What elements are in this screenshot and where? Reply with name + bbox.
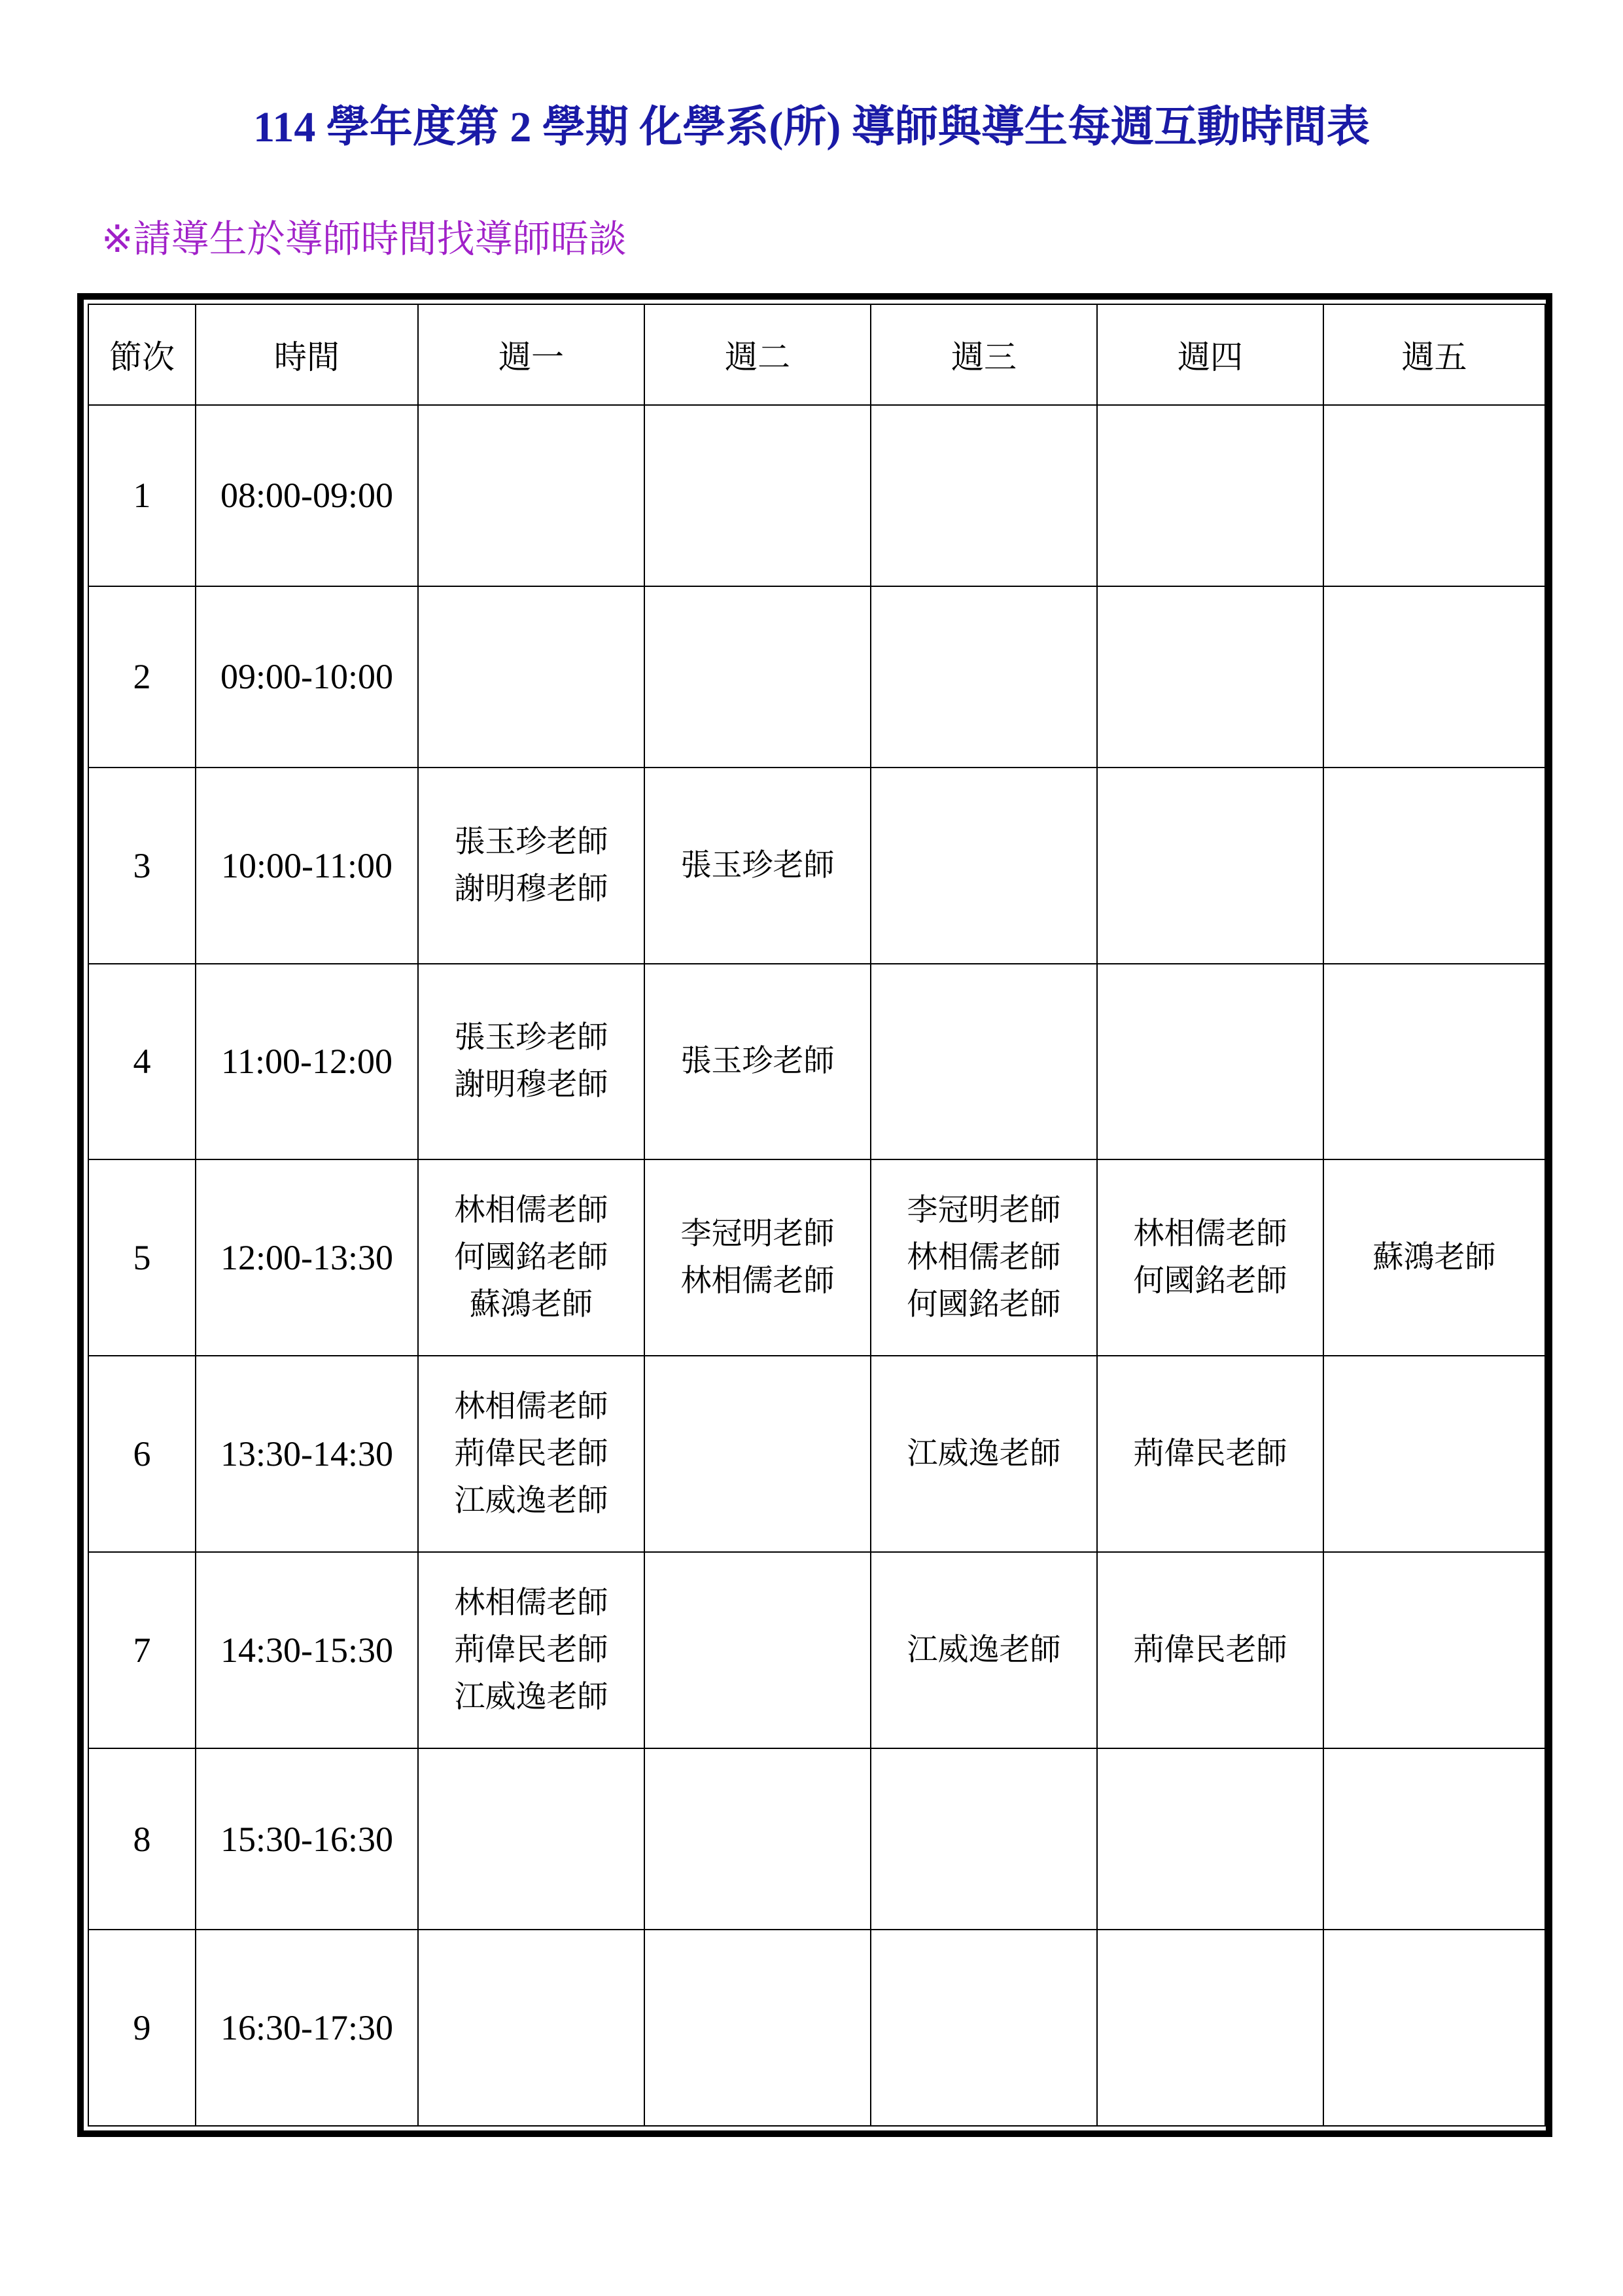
notice-text: ※請導生於導師時間找導師晤談 bbox=[101, 217, 627, 261]
slot-friday bbox=[1323, 586, 1545, 768]
period-number: 8 bbox=[88, 1748, 196, 1930]
period-number: 1 bbox=[88, 405, 196, 586]
slot-thursday bbox=[1097, 1356, 1323, 1552]
slot-tuesday bbox=[644, 1552, 871, 1748]
teacher-name: 何國銘老師 bbox=[454, 1239, 608, 1276]
teacher-name: 林相儒老師 bbox=[454, 1585, 608, 1621]
teacher-name: 林相儒老師 bbox=[1133, 1216, 1287, 1252]
slot-monday bbox=[418, 1552, 644, 1748]
header-period: 節次 bbox=[88, 304, 196, 405]
teacher-name: 林相儒老師 bbox=[454, 1192, 608, 1229]
teacher-name: 林相儒老師 bbox=[907, 1239, 1061, 1276]
period-time: 13:30-14:30 bbox=[196, 1356, 418, 1552]
slot-thursday bbox=[1097, 405, 1323, 586]
period-number: 7 bbox=[88, 1552, 196, 1748]
table-row bbox=[88, 964, 1545, 1160]
teacher-name: 張玉珍老師 bbox=[680, 847, 835, 883]
table-row bbox=[88, 586, 1545, 768]
teacher-name: 荊偉民老師 bbox=[1133, 1436, 1287, 1472]
table-row bbox=[88, 405, 1545, 586]
header-wednesday: 週三 bbox=[871, 304, 1097, 405]
table-row bbox=[88, 1552, 1545, 1748]
slot-monday bbox=[418, 1930, 644, 2126]
slot-wednesday bbox=[871, 1748, 1097, 1930]
slot-thursday bbox=[1097, 1748, 1323, 1930]
slot-tuesday bbox=[644, 1356, 871, 1552]
table-row bbox=[88, 1356, 1545, 1552]
teacher-name: 江威逸老師 bbox=[454, 1679, 608, 1716]
period-number: 2 bbox=[88, 586, 196, 768]
slot-monday bbox=[418, 768, 644, 964]
teacher-name: 何國銘老師 bbox=[907, 1286, 1061, 1323]
slot-thursday bbox=[1097, 1159, 1323, 1356]
teacher-name: 何國銘老師 bbox=[1133, 1263, 1287, 1299]
header-tuesday: 週二 bbox=[644, 304, 871, 405]
period-number: 9 bbox=[88, 1930, 196, 2126]
schedule-table bbox=[88, 304, 1546, 2127]
period-time: 15:30-16:30 bbox=[196, 1748, 418, 1930]
teacher-name: 張玉珍老師 bbox=[454, 823, 608, 860]
period-number: 6 bbox=[88, 1356, 196, 1552]
teacher-name: 蘇鴻老師 bbox=[1372, 1239, 1496, 1276]
teacher-name: 荊偉民老師 bbox=[454, 1436, 608, 1472]
slot-monday bbox=[418, 1748, 644, 1930]
period-number: 5 bbox=[88, 1159, 196, 1356]
teacher-name: 荊偉民老師 bbox=[1133, 1632, 1287, 1669]
slot-friday bbox=[1323, 1356, 1545, 1552]
slot-thursday bbox=[1097, 768, 1323, 964]
header-friday: 週五 bbox=[1323, 304, 1545, 405]
period-time: 12:00-13:30 bbox=[196, 1159, 418, 1356]
teacher-name: 謝明穆老師 bbox=[454, 870, 608, 907]
slot-wednesday bbox=[871, 1552, 1097, 1748]
table-row bbox=[88, 1930, 1545, 2126]
slot-tuesday bbox=[644, 586, 871, 768]
header-row bbox=[88, 304, 1545, 405]
period-time: 16:30-17:30 bbox=[196, 1930, 418, 2126]
teacher-name: 江威逸老師 bbox=[907, 1436, 1061, 1472]
slot-tuesday bbox=[644, 1159, 871, 1356]
schedule-frame bbox=[77, 293, 1552, 2137]
slot-tuesday bbox=[644, 1748, 871, 1930]
teacher-name: 荊偉民老師 bbox=[454, 1632, 608, 1669]
slot-tuesday bbox=[644, 964, 871, 1160]
slot-wednesday bbox=[871, 1930, 1097, 2126]
slot-tuesday bbox=[644, 405, 871, 586]
slot-friday bbox=[1323, 1159, 1545, 1356]
slot-monday bbox=[418, 964, 644, 1160]
period-time: 08:00-09:00 bbox=[196, 405, 418, 586]
period-time: 10:00-11:00 bbox=[196, 768, 418, 964]
slot-thursday bbox=[1097, 586, 1323, 768]
slot-monday bbox=[418, 586, 644, 768]
teacher-name: 林相儒老師 bbox=[454, 1388, 608, 1425]
teacher-name: 李冠明老師 bbox=[680, 1216, 835, 1252]
slot-monday bbox=[418, 405, 644, 586]
table-row bbox=[88, 768, 1545, 964]
page-title: 114 學年度第 2 學期 化學系(所) 導師與導生每週互動時間表 bbox=[253, 103, 1370, 151]
teacher-name: 蘇鴻老師 bbox=[470, 1286, 593, 1323]
period-number: 3 bbox=[88, 768, 196, 964]
slot-wednesday bbox=[871, 768, 1097, 964]
header-time: 時間 bbox=[196, 304, 418, 405]
slot-friday bbox=[1323, 964, 1545, 1160]
slot-tuesday bbox=[644, 1930, 871, 2126]
teacher-name: 江威逸老師 bbox=[454, 1483, 608, 1519]
slot-wednesday bbox=[871, 405, 1097, 586]
slot-thursday bbox=[1097, 1930, 1323, 2126]
teacher-name: 張玉珍老師 bbox=[680, 1043, 835, 1080]
slot-friday bbox=[1323, 1748, 1545, 1930]
slot-friday bbox=[1323, 768, 1545, 964]
slot-wednesday bbox=[871, 1356, 1097, 1552]
period-time: 11:00-12:00 bbox=[196, 964, 418, 1160]
slot-tuesday bbox=[644, 768, 871, 964]
slot-friday bbox=[1323, 1552, 1545, 1748]
table-row bbox=[88, 1159, 1545, 1356]
period-time: 09:00-10:00 bbox=[196, 586, 418, 768]
slot-monday bbox=[418, 1356, 644, 1552]
slot-wednesday bbox=[871, 586, 1097, 768]
slot-thursday bbox=[1097, 964, 1323, 1160]
period-time: 14:30-15:30 bbox=[196, 1552, 418, 1748]
slot-wednesday bbox=[871, 1159, 1097, 1356]
teacher-name: 謝明穆老師 bbox=[454, 1067, 608, 1103]
slot-wednesday bbox=[871, 964, 1097, 1160]
slot-friday bbox=[1323, 405, 1545, 586]
schedule-body bbox=[88, 405, 1545, 2126]
slot-monday bbox=[418, 1159, 644, 1356]
table-row bbox=[88, 1748, 1545, 1930]
slot-friday bbox=[1323, 1930, 1545, 2126]
teacher-name: 江威逸老師 bbox=[907, 1632, 1061, 1669]
teacher-name: 李冠明老師 bbox=[907, 1192, 1061, 1229]
teacher-name: 張玉珍老師 bbox=[454, 1019, 608, 1056]
period-number: 4 bbox=[88, 964, 196, 1160]
teacher-name: 林相儒老師 bbox=[680, 1263, 835, 1299]
header-monday: 週一 bbox=[418, 304, 644, 405]
slot-thursday bbox=[1097, 1552, 1323, 1748]
header-thursday: 週四 bbox=[1097, 304, 1323, 405]
